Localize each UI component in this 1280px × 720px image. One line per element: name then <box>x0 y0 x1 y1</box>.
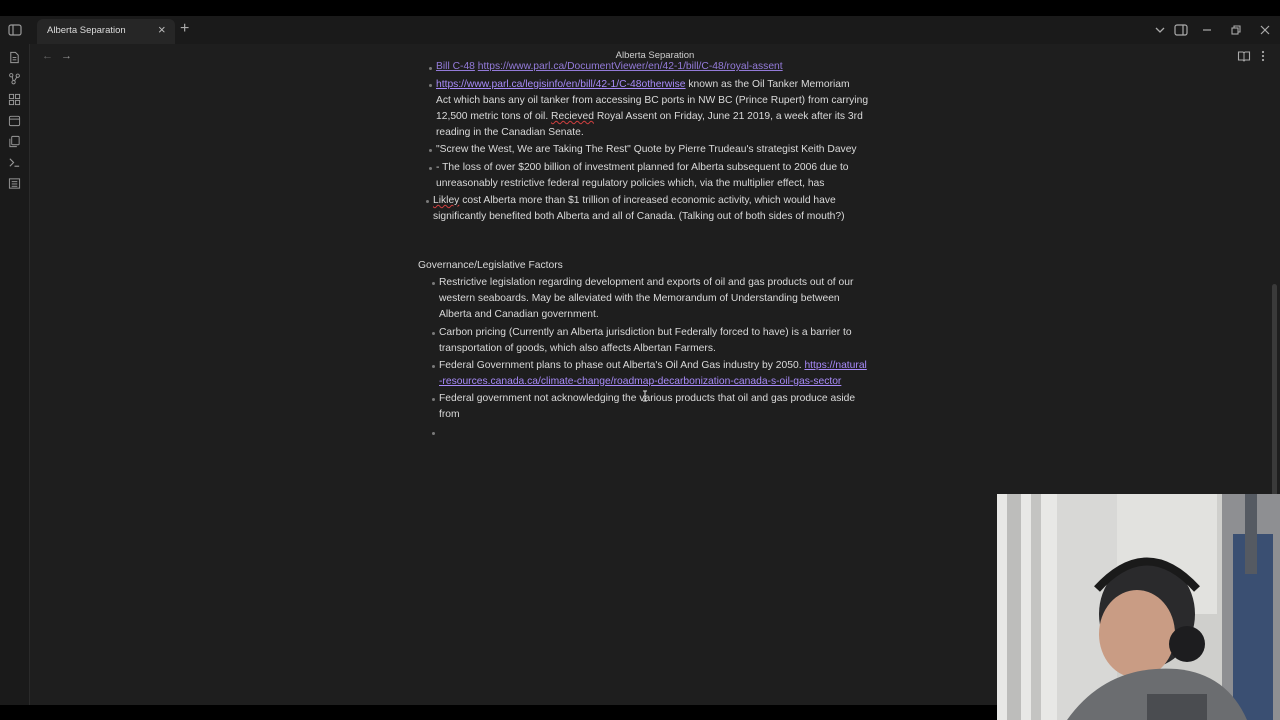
section-heading: Governance/Legislative Factors <box>418 260 563 271</box>
list-item-text: cost Alberta more than $1 trillion of increased economic activity, which would have <box>459 195 836 206</box>
list-item-line <box>433 193 836 209</box>
list-item-text: western seaboards. May be alleviated with the Memorandum of Understanding between <box>439 293 840 304</box>
list-item-line <box>436 109 863 125</box>
list-item-text: known as the Oil Tanker Memoriam <box>685 79 850 90</box>
bill-c48-link[interactable]: Bill C-48 <box>436 61 475 72</box>
list-bullet <box>429 149 432 152</box>
webcam-image <box>997 494 1280 720</box>
list-item-text: 12,500 metric tons of oil. <box>436 111 552 122</box>
tab-title: Alberta Separation <box>47 25 126 36</box>
misspelled-word[interactable]: Recieved <box>551 111 594 122</box>
list-bullet <box>426 200 429 203</box>
list-bullet <box>432 282 435 285</box>
legisinfo-link[interactable]: https://www.parl.ca/legisinfo/en/bill/42-1/C-48otherwise <box>436 79 686 90</box>
misspelled-word[interactable]: Likley <box>433 195 460 206</box>
list-item-text: Restrictive legislation regarding development and exports of oil and gas products out of our <box>439 277 854 288</box>
list-bullet <box>432 332 435 335</box>
list-item-text: Carbon pricing (Currently an Alberta jurisdiction but Federally forced to have) is a barrier to <box>439 327 852 338</box>
chevron-down-icon[interactable] <box>1152 22 1168 38</box>
list-item-text: Royal Assent on Friday, June 21 2019, a week after its 3rd <box>593 111 863 122</box>
list-item-text: significantly benefited both Alberta and all of Canada. (Talking out of both sides of mouth?) <box>433 211 845 222</box>
new-tab-icon[interactable]: + <box>180 20 190 37</box>
back-arrow-icon[interactable]: ← <box>42 50 53 62</box>
list-bullet <box>429 84 432 87</box>
text-cursor-icon <box>642 390 648 402</box>
natural-resources-link[interactable]: https://natural <box>804 360 867 371</box>
list-item-line <box>439 374 841 390</box>
forward-arrow-icon[interactable]: → <box>61 50 72 62</box>
list-item-text: Alberta and Canadian government. <box>439 309 599 320</box>
list-item-text: - The loss of over $200 billion of investment planned for Alberta subsequent to 2006 due to <box>436 162 849 173</box>
list-item <box>436 77 850 93</box>
list-bullet <box>429 167 432 170</box>
list-item-line <box>439 358 867 374</box>
list-item-text: Federal government not acknowledging the various products that oil and gas produce aside <box>439 393 856 404</box>
minimize-icon[interactable] <box>1199 22 1215 38</box>
restore-icon[interactable] <box>1228 22 1244 38</box>
list-bullet <box>432 365 435 368</box>
more-options-icon[interactable] <box>1256 49 1270 63</box>
list-bullet <box>432 398 435 401</box>
empty-list-bullet[interactable] <box>432 432 435 435</box>
list-item-text: Act which bans any oil tanker from accessing BC ports in NW BC (Prince Rupert) from carrying <box>436 95 869 106</box>
list-bullet <box>429 67 432 70</box>
cut-off-list-item <box>436 59 783 75</box>
right-sidebar-toggle-icon[interactable] <box>1173 22 1189 38</box>
list-item-text: reading in the Canadian Senate. <box>436 127 584 138</box>
close-window-icon[interactable] <box>1257 22 1273 38</box>
royal-assent-link[interactable]: https://www.parl.ca/DocumentViewer/en/42-1/bill/C-48/royal-assent <box>477 61 783 72</box>
list-item-text: unreasonably restrictive federal regulatory policies which, via the multiplier effect, has <box>436 178 825 189</box>
close-tab-icon[interactable]: × <box>158 22 166 37</box>
natural-resources-link-continued[interactable]: -resources.canada.ca/climate-change/roadmap-decarbonization-canada-s-oil-gas-sector <box>439 376 842 387</box>
list-item-text: Federal Government plans to phase out Alberta's Oil And Gas industry by 2050. <box>439 360 805 371</box>
list-item-text: from <box>439 409 460 420</box>
list-item-text: "Screw the West, We are Taking The Rest" Quote by Pierre Trudeau's strategist Keith Davey <box>436 144 857 155</box>
list-item-text: transportation of goods, which also affects Albertan Farmers. <box>439 343 716 354</box>
reading-mode-icon[interactable] <box>1237 49 1251 63</box>
webcam-overlay <box>997 494 1280 720</box>
document-title: Alberta Separation <box>615 50 695 61</box>
